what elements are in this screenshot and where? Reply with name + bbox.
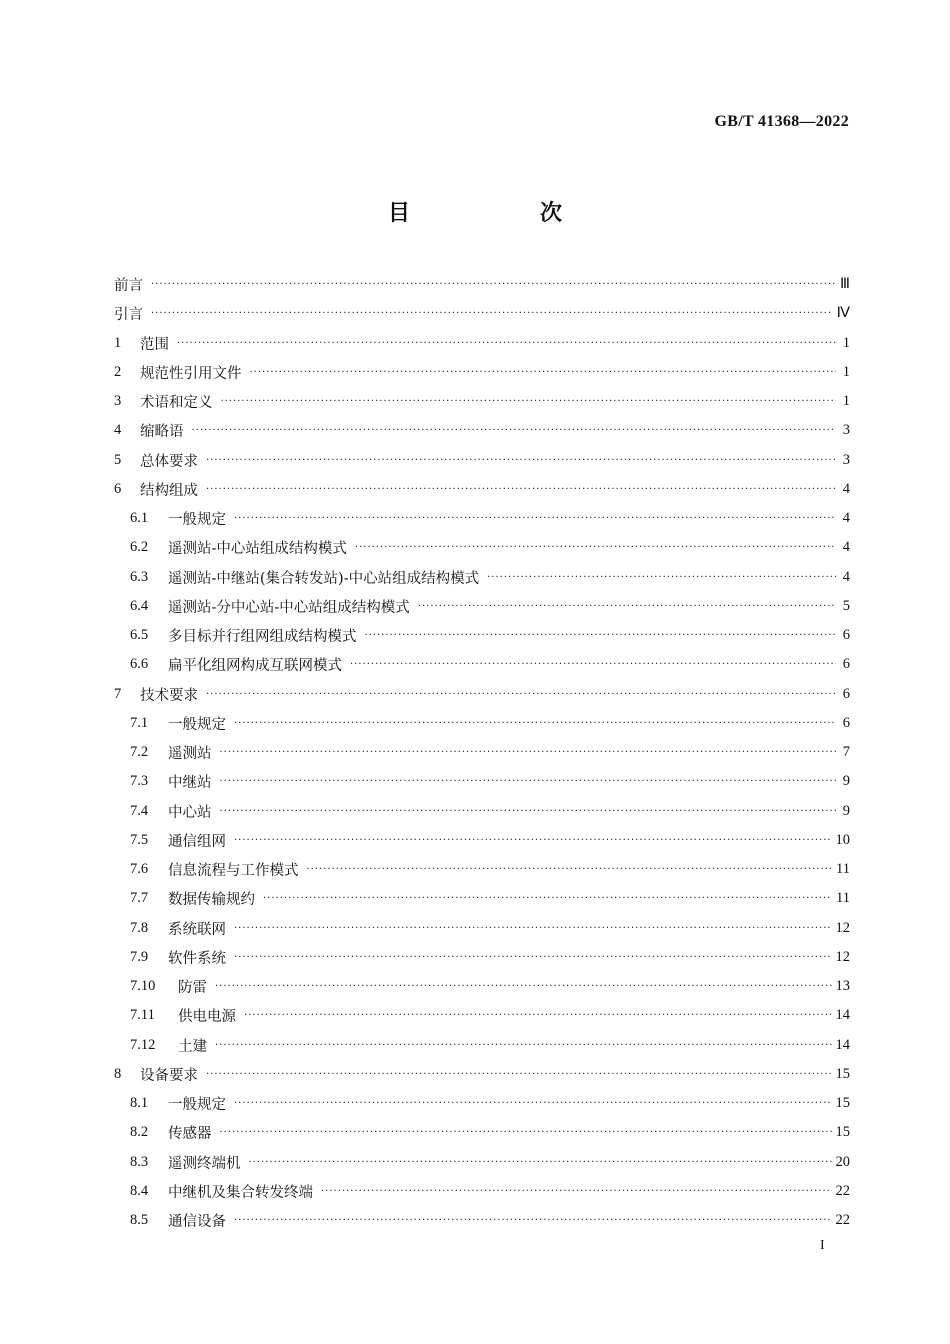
dot-leader (234, 1215, 832, 1226)
dot-leader (355, 542, 836, 553)
toc-entry-page: 4 (842, 568, 850, 585)
toc-entry-label: 软件系统 (168, 950, 226, 967)
toc-entry-page: 15 (835, 1095, 850, 1112)
toc-entry-label: 信息流程与工作模式 (168, 863, 299, 880)
toc-entry[interactable] (114, 1060, 850, 1089)
dot-leader (220, 747, 837, 758)
dot-leader (321, 1186, 832, 1197)
toc-entry[interactable] (114, 446, 850, 475)
toc-entry[interactable] (114, 621, 850, 650)
toc-entry-page: 1 (842, 363, 850, 380)
toc-entry-number: 5 (114, 451, 122, 468)
dot-leader (418, 601, 836, 612)
toc-entry-label: 扁平化组网构成互联网模式 (168, 658, 342, 675)
dot-leader (151, 279, 836, 290)
toc-entry-number: 6 (114, 480, 122, 497)
toc-entry-page: 22 (835, 1212, 850, 1229)
toc-entry[interactable] (114, 1148, 850, 1177)
toc-entry-page: 3 (842, 451, 850, 468)
toc-entry-page: 6 (842, 627, 850, 644)
page-number: I (820, 1238, 825, 1253)
toc-entry-label: 引言 (114, 307, 143, 324)
toc-entry-number: 4 (114, 422, 122, 439)
toc-entry-number: 2 (114, 363, 122, 380)
toc-entry-number: 7.3 (130, 773, 149, 790)
dot-leader (220, 1127, 832, 1138)
toc-entry-number: 8 (114, 1065, 122, 1082)
toc-entry-label: 土建 (178, 1038, 207, 1055)
toc-entry[interactable] (114, 884, 850, 913)
toc-entry[interactable] (114, 475, 850, 504)
toc-entry-number: 7.10 (130, 978, 156, 995)
toc-entry-page: 1 (842, 334, 850, 351)
toc-entry-page: 9 (842, 802, 850, 819)
toc-entry-number: 8.4 (130, 1182, 149, 1199)
toc-entry-page: 10 (835, 831, 850, 848)
toc-entry-label: 中继站 (168, 775, 212, 792)
toc-entry[interactable] (114, 358, 850, 387)
toc-entry-number: 6.3 (130, 568, 149, 585)
toc-entry-page: 12 (835, 948, 850, 965)
toc-entry[interactable] (114, 855, 850, 884)
toc-entry-page: 5 (842, 597, 850, 614)
toc-entry[interactable] (114, 329, 850, 358)
toc-entry-page: 6 (842, 656, 850, 673)
toc-entry-label: 多目标并行组网组成结构模式 (168, 629, 357, 646)
dot-leader (263, 893, 832, 904)
dot-leader (234, 1098, 832, 1109)
toc-entry-page: 20 (835, 1153, 850, 1170)
toc-entry-page: 15 (835, 1065, 850, 1082)
toc-entry-page: Ⅳ (836, 305, 850, 322)
toc-entry-number: 7.6 (130, 861, 149, 878)
toc-entry-label: 遥测站-分中心站-中心站组成结构模式 (168, 599, 410, 616)
dot-leader (151, 308, 833, 319)
dot-leader (234, 835, 832, 846)
dot-leader (220, 776, 837, 787)
toc-entry-label: 缩略语 (140, 424, 184, 441)
dot-leader (250, 367, 837, 378)
dot-leader (177, 338, 836, 349)
toc-entry[interactable] (114, 826, 850, 855)
toc-entry-label: 中继机及集合转发终端 (168, 1184, 313, 1201)
toc-entry-number: 7.11 (130, 1007, 155, 1024)
toc-entry-number: 7.2 (130, 744, 149, 761)
dot-leader (215, 1040, 832, 1051)
toc-entry-page: 12 (835, 919, 850, 936)
dot-leader (206, 455, 836, 466)
dot-leader (221, 396, 837, 407)
dot-leader (307, 864, 833, 875)
standard-code: GB/T 41368—2022 (714, 113, 849, 130)
toc-entry-page: 22 (835, 1182, 850, 1199)
dot-leader (365, 630, 837, 641)
toc-entry-label: 通信组网 (168, 833, 226, 850)
toc-entry[interactable] (114, 563, 850, 592)
toc-entry-number: 8.3 (130, 1153, 149, 1170)
toc-entry[interactable] (114, 1206, 850, 1235)
toc-entry[interactable] (114, 738, 850, 767)
dot-leader (244, 1010, 832, 1021)
toc-entry-page: 3 (842, 422, 850, 439)
toc-entry-number: 7 (114, 685, 122, 702)
toc-entry-number: 6.4 (130, 597, 149, 614)
toc-entry[interactable] (114, 650, 850, 679)
toc-entry-page: 13 (835, 978, 850, 995)
toc-entry-page: 1 (842, 393, 850, 410)
dot-leader (234, 923, 832, 934)
dot-leader (206, 484, 836, 495)
toc-entry[interactable] (114, 797, 850, 826)
dot-leader (206, 1069, 832, 1080)
toc-entry[interactable] (114, 533, 850, 562)
toc-entry-page: 14 (835, 1007, 850, 1024)
toc-entry-label: 传感器 (168, 1126, 212, 1143)
toc-entry-number: 7.12 (130, 1036, 156, 1053)
toc-entry-label: 供电电源 (178, 1009, 236, 1026)
toc-entry-label: 系统联网 (168, 921, 226, 938)
toc-entry-label: 总体要求 (140, 453, 198, 470)
toc-entry-page: Ⅲ (840, 276, 850, 293)
toc-entry-number: 8.5 (130, 1212, 149, 1229)
toc-entry-page: 6 (842, 685, 850, 702)
toc-entry-number: 6.5 (130, 627, 149, 644)
dot-leader (234, 952, 832, 963)
toc-entry-page: 4 (842, 539, 850, 556)
toc-entry-page: 15 (835, 1124, 850, 1141)
toc-entry-page: 6 (842, 714, 850, 731)
toc-entry-label: 通信设备 (168, 1214, 226, 1231)
toc-entry-label: 数据传输规约 (168, 892, 255, 909)
toc-entry-label: 前言 (114, 278, 143, 295)
toc-entry[interactable] (114, 914, 850, 943)
toc-entry-label: 设备要求 (140, 1067, 198, 1084)
page-title: 目 次 (387, 201, 616, 226)
toc-entry-number: 6.1 (130, 510, 149, 527)
toc-entry-page: 11 (836, 861, 850, 878)
toc-entry-label: 术语和定义 (140, 395, 213, 412)
toc-entry-number: 7.7 (130, 890, 149, 907)
toc-entry[interactable] (114, 680, 850, 709)
dot-leader (249, 1157, 832, 1168)
toc-entry-number: 8.1 (130, 1095, 149, 1112)
toc-entry[interactable] (114, 299, 850, 328)
toc-entry-label: 遥测站-中心站组成结构模式 (168, 541, 347, 558)
toc-entry-page: 7 (842, 744, 850, 761)
toc-entry-page: 4 (842, 480, 850, 497)
toc-entry-number: 7.5 (130, 831, 149, 848)
toc-entry[interactable] (114, 972, 850, 1001)
toc-entry[interactable] (114, 592, 850, 621)
toc-entry[interactable] (114, 1031, 850, 1060)
toc-entry-number: 1 (114, 334, 122, 351)
toc-entry[interactable] (114, 1177, 850, 1206)
toc-entry[interactable] (114, 504, 850, 533)
toc-entry-page: 9 (842, 773, 850, 790)
dot-leader (220, 806, 837, 817)
dot-leader (234, 718, 836, 729)
toc-entry[interactable] (114, 1118, 850, 1147)
toc-entry-label: 中心站 (168, 804, 212, 821)
toc-entry-number: 7.4 (130, 802, 149, 819)
toc-entry-label: 遥测终端机 (168, 1155, 241, 1172)
toc-entry[interactable] (114, 416, 850, 445)
dot-leader (487, 572, 836, 583)
toc-entry[interactable] (114, 1001, 850, 1030)
toc-entry-label: 结构组成 (140, 482, 198, 499)
toc-entry[interactable] (114, 270, 850, 299)
toc-entry[interactable] (114, 709, 850, 738)
dot-leader (234, 513, 836, 524)
toc-entry-label: 遥测站-中继站(集合转发站)-中心站组成结构模式 (168, 570, 480, 587)
dot-leader (192, 425, 837, 436)
toc-entry-label: 技术要求 (140, 687, 198, 704)
toc-entry-label: 防雷 (178, 980, 207, 997)
toc-entry-number: 7.1 (130, 714, 149, 731)
toc-entry[interactable] (114, 767, 850, 796)
toc-entry-page: 4 (842, 510, 850, 527)
toc-entry-number: 7.9 (130, 948, 149, 965)
dot-leader (206, 689, 836, 700)
toc-entry-label: 一般规定 (168, 512, 226, 529)
toc-entry[interactable] (114, 387, 850, 416)
toc-entry-label: 遥测站 (168, 746, 212, 763)
toc-entry-page: 14 (835, 1036, 850, 1053)
dot-leader (350, 659, 836, 670)
dot-leader (215, 981, 832, 992)
toc-entry-label: 范围 (140, 336, 169, 353)
toc-entry-page: 11 (836, 890, 850, 907)
toc-entry-number: 6.2 (130, 539, 149, 556)
toc-entry[interactable] (114, 943, 850, 972)
toc-entry-number: 6.6 (130, 656, 149, 673)
toc-entry[interactable] (114, 1089, 850, 1118)
toc-entry-label: 一般规定 (168, 716, 226, 733)
toc-entry-number: 8.2 (130, 1124, 149, 1141)
table-of-contents (114, 270, 850, 1235)
toc-entry-number: 7.8 (130, 919, 149, 936)
toc-entry-number: 3 (114, 393, 122, 410)
toc-entry-label: 一般规定 (168, 1097, 226, 1114)
toc-entry-label: 规范性引用文件 (140, 365, 242, 382)
